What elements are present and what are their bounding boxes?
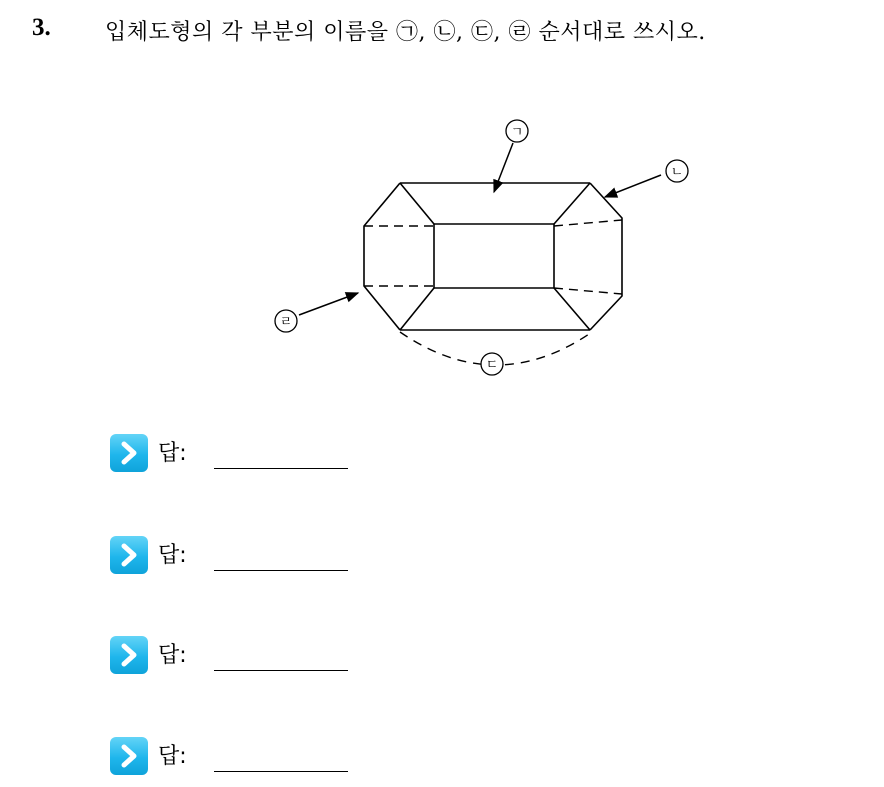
answer-blank[interactable] <box>214 570 348 571</box>
label-b <box>666 160 688 182</box>
label-a <box>506 120 528 142</box>
svg-text:ㄴ: ㄴ <box>670 165 684 180</box>
prism-hidden-edges <box>364 220 622 294</box>
answer-blank[interactable] <box>214 771 348 772</box>
arrow-label-d <box>299 293 358 315</box>
label-d <box>275 310 297 332</box>
answer-label: 답: <box>158 441 187 466</box>
question-number: 3. <box>32 14 51 41</box>
answer-label: 답: <box>158 744 187 769</box>
svg-text:ㄷ: ㄷ <box>485 358 499 373</box>
chevron-right-icon <box>110 434 148 472</box>
svg-text:ㄹ: ㄹ <box>279 315 293 330</box>
chevron-right-icon <box>110 737 148 775</box>
chevron-right-icon <box>110 636 148 674</box>
answer-row <box>110 536 370 586</box>
answer-row <box>110 737 370 787</box>
question-text: 입체도형의 각 부분의 이름을 ㉠, ㉡, ㉢, ㉣ 순서대로 쓰시오. <box>105 20 706 45</box>
svg-text:ㄱ: ㄱ <box>510 125 524 140</box>
label-c <box>481 353 503 375</box>
answer-blank[interactable] <box>214 468 348 469</box>
prism-solid-edges <box>364 183 622 330</box>
answer-blank[interactable] <box>214 670 348 671</box>
answer-label: 답: <box>158 543 187 568</box>
arrow-label-b <box>605 175 661 197</box>
answer-label: 답: <box>158 643 187 668</box>
answer-row <box>110 434 370 484</box>
chevron-right-icon <box>110 536 148 574</box>
answer-row <box>110 636 370 686</box>
arrow-label-a <box>494 143 513 192</box>
